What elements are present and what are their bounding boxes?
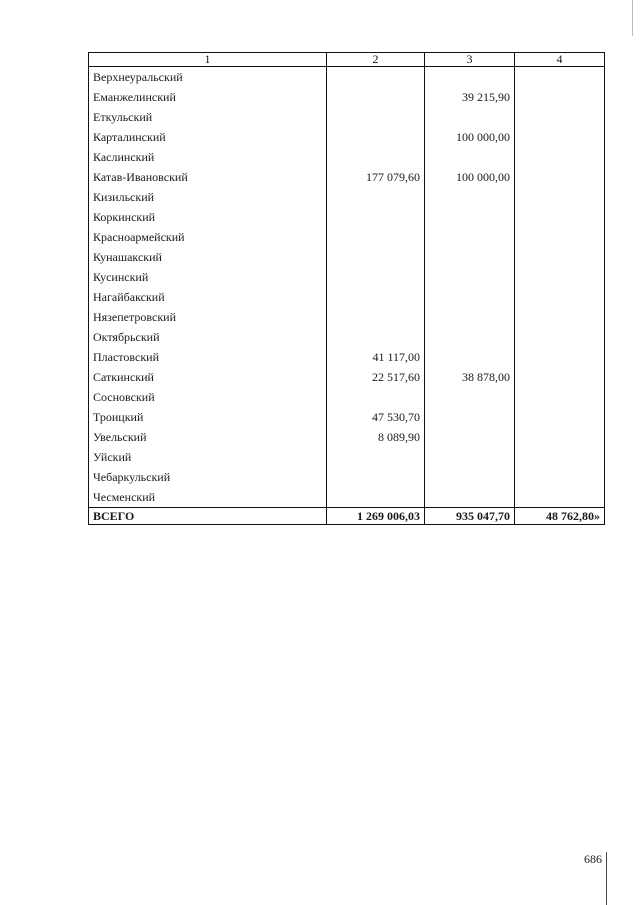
- column-4-cell: [515, 347, 605, 367]
- district-name-cell: Кусинский: [89, 267, 327, 287]
- column-4-cell: [515, 487, 605, 508]
- table-row: [89, 347, 605, 367]
- column-4-cell: [515, 227, 605, 247]
- table-row: [89, 187, 605, 207]
- column-2-cell: [327, 467, 425, 487]
- column-4-cell: [515, 287, 605, 307]
- column-4-cell: [515, 447, 605, 467]
- table-row: [89, 207, 605, 227]
- table-row: [89, 167, 605, 187]
- page-number: 686: [584, 852, 602, 866]
- column-2-cell: [327, 447, 425, 467]
- column-2-cell: [327, 487, 425, 508]
- column-4-cell: [515, 187, 605, 207]
- table-row: [89, 487, 605, 508]
- column-4-cell: [515, 387, 605, 407]
- column-4-cell: [515, 87, 605, 107]
- district-name-cell: Сосновский: [89, 387, 327, 407]
- table-row: [89, 307, 605, 327]
- table-row: [89, 147, 605, 167]
- header-col-3: 3: [425, 53, 515, 67]
- district-name-cell: Октябрьский: [89, 327, 327, 347]
- column-2-cell: [327, 147, 425, 167]
- column-4-cell: [515, 207, 605, 227]
- column-3-cell: [425, 267, 515, 287]
- total-column-2-cell: 1 269 006,03: [327, 508, 425, 525]
- column-2-cell: 177 079,60: [327, 167, 425, 187]
- column-2-cell: [327, 67, 425, 88]
- table-row: [89, 127, 605, 147]
- column-4-cell: [515, 127, 605, 147]
- table-row: [89, 387, 605, 407]
- district-name-cell: Еманжелинский: [89, 87, 327, 107]
- column-3-cell: [425, 107, 515, 127]
- column-3-cell: 100 000,00: [425, 127, 515, 147]
- total-row: [89, 508, 605, 525]
- total-label-cell: ВСЕГО: [89, 508, 327, 525]
- column-4-cell: [515, 167, 605, 187]
- table-row: [89, 247, 605, 267]
- column-2-cell: [327, 247, 425, 267]
- page-number-rule: [606, 852, 607, 905]
- column-3-cell: [425, 347, 515, 367]
- column-3-cell: 39 215,90: [425, 87, 515, 107]
- table-row: [89, 107, 605, 127]
- table-row: [89, 67, 605, 88]
- column-4-cell: [515, 107, 605, 127]
- column-3-cell: [425, 287, 515, 307]
- column-3-cell: [425, 407, 515, 427]
- column-4-cell: [515, 367, 605, 387]
- table-row: [89, 427, 605, 447]
- column-2-cell: 8 089,90: [327, 427, 425, 447]
- column-3-cell: [425, 447, 515, 467]
- total-column-4-cell: 48 762,80»: [515, 508, 605, 525]
- district-name-cell: Красноармейский: [89, 227, 327, 247]
- column-4-cell: [515, 407, 605, 427]
- table-row: [89, 287, 605, 307]
- table-row: [89, 87, 605, 107]
- column-3-cell: [425, 147, 515, 167]
- district-name-cell: Саткинский: [89, 367, 327, 387]
- header-col-4: 4: [515, 53, 605, 67]
- table-row: [89, 447, 605, 467]
- district-name-cell: Карталинский: [89, 127, 327, 147]
- budget-table: [88, 52, 605, 525]
- header-col-1: 1: [89, 53, 327, 67]
- column-2-cell: [327, 187, 425, 207]
- district-name-cell: Уйский: [89, 447, 327, 467]
- district-name-cell: Катав-Ивановский: [89, 167, 327, 187]
- total-column-3-cell: 935 047,70: [425, 508, 515, 525]
- scan-margin-line: [632, 0, 633, 36]
- district-name-cell: Коркинский: [89, 207, 327, 227]
- column-2-cell: [327, 227, 425, 247]
- column-3-cell: [425, 387, 515, 407]
- district-name-cell: Каслинский: [89, 147, 327, 167]
- column-2-cell: [327, 387, 425, 407]
- column-2-cell: [327, 307, 425, 327]
- column-4-cell: [515, 427, 605, 447]
- column-3-cell: [425, 467, 515, 487]
- column-2-cell: 22 517,60: [327, 367, 425, 387]
- column-2-cell: [327, 207, 425, 227]
- district-name-cell: Пластовский: [89, 347, 327, 367]
- column-3-cell: [425, 487, 515, 508]
- column-3-cell: [425, 327, 515, 347]
- column-4-cell: [515, 247, 605, 267]
- column-4-cell: [515, 147, 605, 167]
- table-header-row: [89, 53, 605, 67]
- column-3-cell: 100 000,00: [425, 167, 515, 187]
- column-3-cell: 38 878,00: [425, 367, 515, 387]
- column-2-cell: 47 530,70: [327, 407, 425, 427]
- column-4-cell: [515, 467, 605, 487]
- column-3-cell: [425, 187, 515, 207]
- column-2-cell: 41 117,00: [327, 347, 425, 367]
- table-row: [89, 407, 605, 427]
- column-4-cell: [515, 67, 605, 88]
- column-2-cell: [327, 267, 425, 287]
- district-name-cell: Еткульский: [89, 107, 327, 127]
- column-3-cell: [425, 227, 515, 247]
- column-3-cell: [425, 247, 515, 267]
- district-name-cell: Увельский: [89, 427, 327, 447]
- column-4-cell: [515, 267, 605, 287]
- table-row: [89, 327, 605, 347]
- district-name-cell: Чебаркульский: [89, 467, 327, 487]
- header-col-2: 2: [327, 53, 425, 67]
- district-name-cell: Троицкий: [89, 407, 327, 427]
- district-name-cell: Нязепетровский: [89, 307, 327, 327]
- column-3-cell: [425, 427, 515, 447]
- column-2-cell: [327, 327, 425, 347]
- column-2-cell: [327, 87, 425, 107]
- table-row: [89, 227, 605, 247]
- column-2-cell: [327, 287, 425, 307]
- column-4-cell: [515, 327, 605, 347]
- column-2-cell: [327, 107, 425, 127]
- table-row: [89, 367, 605, 387]
- column-4-cell: [515, 307, 605, 327]
- district-name-cell: Нагайбакский: [89, 287, 327, 307]
- district-name-cell: Кунашакский: [89, 247, 327, 267]
- district-name-cell: Верхнеуральский: [89, 67, 327, 88]
- table-body: [89, 67, 605, 525]
- column-3-cell: [425, 67, 515, 88]
- column-3-cell: [425, 307, 515, 327]
- table-row: [89, 467, 605, 487]
- district-name-cell: Кизильский: [89, 187, 327, 207]
- district-name-cell: Чесменский: [89, 487, 327, 508]
- column-2-cell: [327, 127, 425, 147]
- column-3-cell: [425, 207, 515, 227]
- table-row: [89, 267, 605, 287]
